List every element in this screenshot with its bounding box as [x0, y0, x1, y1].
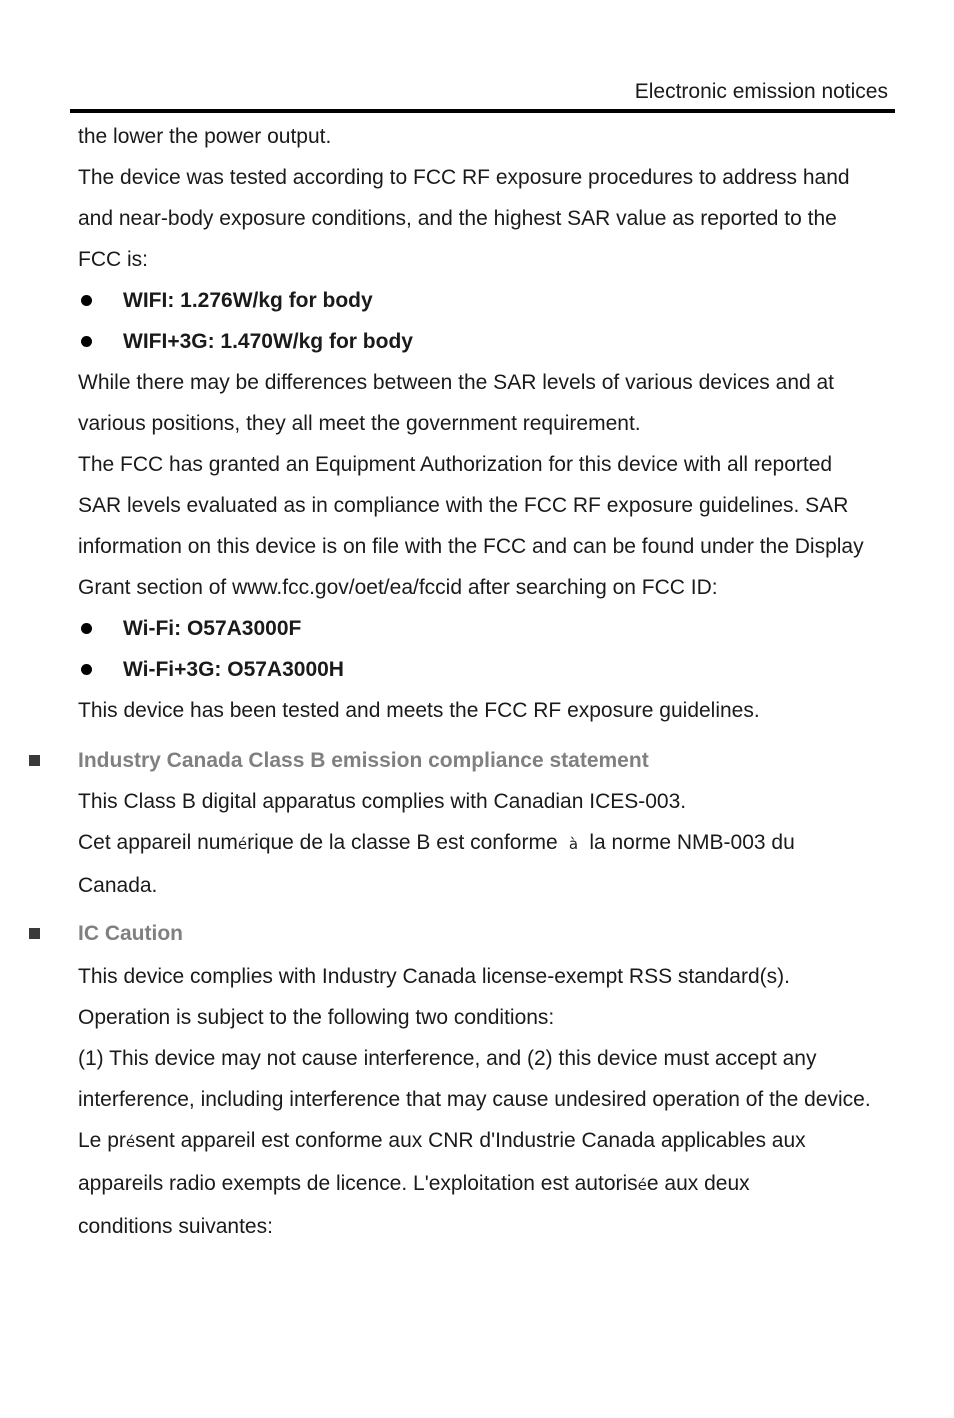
square-bullet-icon	[29, 755, 40, 766]
list-item: WIFI: 1.276W/kg for body	[78, 280, 898, 321]
bullet-icon	[81, 295, 92, 306]
fcc-paragraph-4: The FCC has granted an Equipment Authorization for this device with all reported SAR levels evaluated as in compliance with the FCC RF exposure guidelines. SAR information on this device is on file with the FCC and can be found under the Display Grant section of www.fcc.gov/oet/ea/fccid after searching on FCC ID:	[78, 453, 864, 599]
list-item: WIFI+3G: 1.470W/kg for body	[78, 321, 898, 362]
ic-caution-paragraph-1: This device complies with Industry Canada license-exempt RSS standard(s).	[78, 965, 790, 988]
ic-classb-paragraph-2-end: Canada.	[78, 874, 158, 897]
fcc-paragraph-2: The device was tested according to FCC RF exposure procedures to address hand and near-body exposure conditions, and the highest SAR value as reported to the FCC is:	[78, 166, 850, 271]
ic-caution-paragraph-4-line-3: conditions suivantes:	[78, 1215, 273, 1238]
document-body	[78, 116, 898, 1247]
ic-classb-paragraph-1: This Class B digital apparatus complies with Canadian ICES-003.	[78, 790, 687, 813]
page-header	[70, 78, 895, 113]
bullet-icon	[81, 623, 92, 634]
bullet-icon	[81, 336, 92, 347]
section-heading-ic-caution: IC Caution	[78, 922, 898, 946]
ic-caution-paragraph-4-line-2: appareils radio exempts de licence. L'exploitation est autorisée aux deux	[78, 1172, 750, 1195]
fcc-paragraph-1: the lower the power output.	[78, 125, 332, 148]
ic-caution-paragraph-2: Operation is subject to the following two conditions:	[78, 1006, 555, 1029]
fcc-paragraph-5: This device has been tested and meets the FCC RF exposure guidelines.	[78, 699, 760, 722]
square-bullet-icon	[29, 928, 40, 939]
ic-caution-paragraph-3: (1) This device may not cause interference, and (2) this device must accept any interference, including interference that may cause undesired operation of the device.	[78, 1047, 871, 1111]
ic-caution-paragraph-4: Le présent appareil est conforme aux CNR d'Industrie Canada applicables aux	[78, 1129, 806, 1152]
section-heading-ic-classb: Industry Canada Class B emission compliance statement	[78, 749, 898, 773]
bullet-icon	[81, 664, 92, 675]
ic-classb-paragraph-2: Cet appareil numérique de la classe B est conforme à la norme NMB-003 du	[78, 831, 795, 854]
fcc-paragraph-3: While there may be differences between the SAR levels of various devices and at various positions, they all meet the government requirement.	[78, 371, 835, 435]
list-item: Wi-Fi: O57A3000F	[78, 608, 898, 649]
list-item: Wi-Fi+3G: O57A3000H	[78, 649, 898, 690]
header-title: Electronic emission notices	[634, 80, 888, 103]
